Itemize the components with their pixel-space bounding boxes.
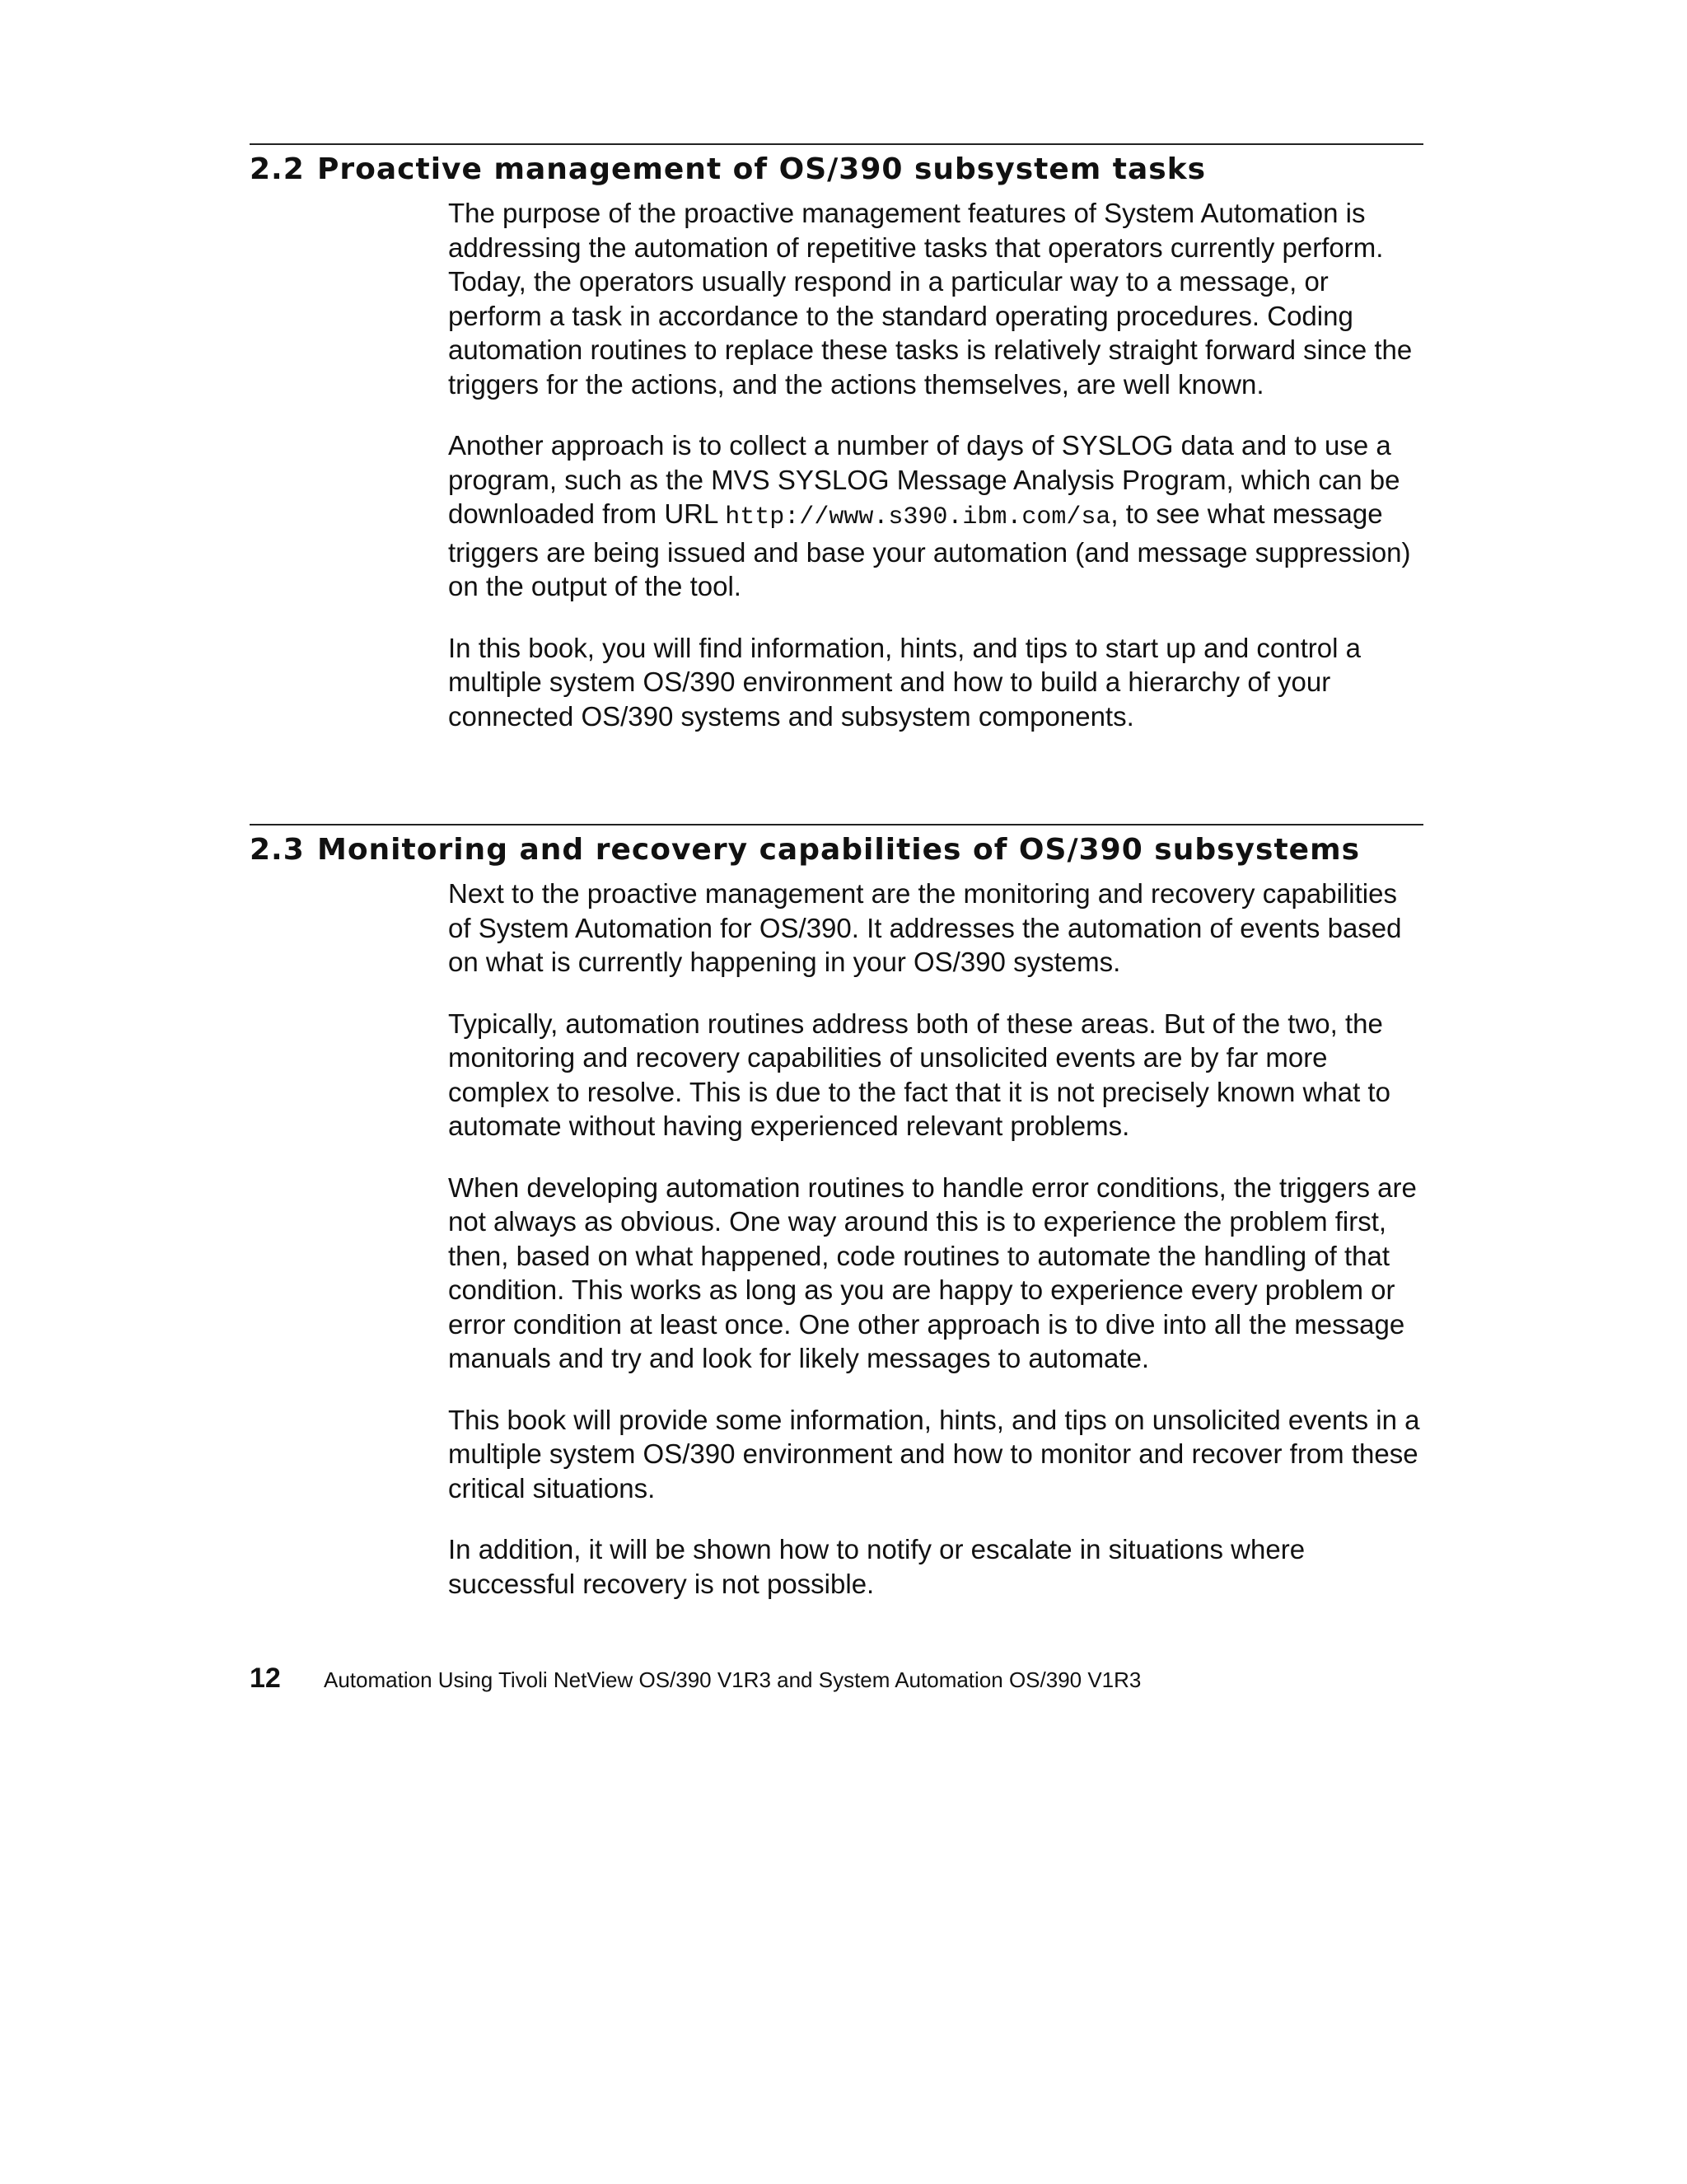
paragraph: When developing automation routines to handle error conditions, the triggers are not always as obvious. One way around this is to experience the problem first, then, based on what happened, code routines to automate the handling of that condition. This works as long as you are happy to experience every problem or error condition at least once. One other approach is to dive into all the message manuals and try and look for likely messages to automate. [448, 1172, 1417, 1373]
section-body [448, 196, 1420, 733]
book-title: Automation Using Tivoli NetView OS/390 V1R3 and System Automation OS/390 V1R3 [324, 1667, 1142, 1692]
section-number: 2.3 [250, 833, 305, 867]
paragraph: Typically, automation routines address both of these areas. But of the two, the monitoring and recovery capabilities of unsolicited events are by far more complex to resolve. This is due to the fact that it is not precisely known what to automate without having experienced relevant problems. [448, 1008, 1390, 1141]
paragraph: In addition, it will be shown how to notify or escalate in situations where successful recovery is not possible. [448, 1534, 1306, 1599]
url-text: http://www.s390.ibm.com/sa [725, 503, 1111, 531]
section-2-2 [250, 143, 1423, 733]
section-heading [250, 152, 1423, 188]
page-number: 12 [250, 1663, 281, 1694]
section-title: Monitoring and recovery capabilities of OS/390 subsystems [317, 833, 1361, 867]
paragraph-with-url [448, 428, 1420, 604]
paragraph: Next to the proactive management are the monitoring and recovery capabilities of System Automation for OS/390. It addresses the automation of events based on what is currently happening in your OS/390 systems. [448, 878, 1402, 977]
paragraph-text: Another approach is to collect a number of days of SYSLOG data and to use a program, such as the MVS SYSLOG Message Analysis Program, which can be downloaded from URL [448, 430, 1400, 529]
page-footer [250, 1663, 1423, 1695]
section-divider [250, 143, 1423, 145]
paragraph: The purpose of the proactive management features of System Automation is addressing the automation of repetitive tasks that operators currently perform. Today, the operators usually respond in a particular way to a message, or perform a task in accordance to the standard operating procedures. Coding automation routines to replace these tasks is relatively straight forward since the triggers for the actions, and the actions themselves, are well known. [448, 198, 1413, 400]
paragraph-text: , to see what message triggers are being issued and base your automation (and message suppression) on the output of the tool. [448, 498, 1411, 601]
section-title: Proactive management of OS/390 subsystem tasks [317, 152, 1207, 186]
section-heading [250, 832, 1423, 868]
section-divider [250, 824, 1423, 825]
section-number: 2.2 [250, 152, 305, 186]
section-2-3 [250, 824, 1423, 1601]
paragraph: This book will provide some information, hints, and tips on unsolicited events in a multiple system OS/390 environment and how to monitor and recover from these critical situations. [448, 1404, 1420, 1504]
paragraph: In this book, you will find information, hints, and tips to start up and control a multiple system OS/390 environment and how to build a hierarchy of your connected OS/390 systems and subsystem components. [448, 632, 1361, 732]
section-body [448, 877, 1420, 1601]
